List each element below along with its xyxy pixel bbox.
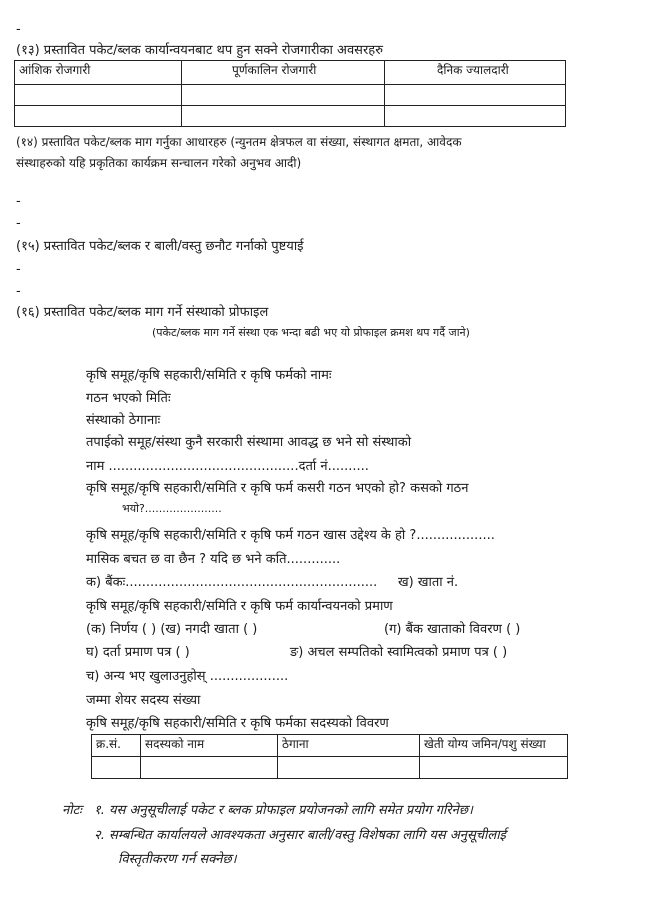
dash-marker: - [16,262,21,277]
section-16-heading: (१६) प्रस्तावित पकेट/ब्लक माग गर्ने संस्थाको प्रोफाइल [16,305,269,320]
note-label: नोटः [62,803,82,818]
form-monthly-saving: मासिक बचत छ वा छैन ? यदि छ भने कति............. [86,552,341,567]
section-13-heading: (१३) प्रस्तावित पकेट/ब्लक कार्यान्वयनबाट थप हुन सक्ने रोजगारीका अवसरहरु [16,43,383,58]
employment-cell[interactable] [182,85,385,106]
form-bank: क) बैंकः............................................................. [86,575,378,590]
employment-header-fulltime: पूर्णकालिन रोजगारी [182,61,385,85]
member-cell[interactable] [141,757,278,779]
form-implementation-proof: कृषि समूह/कृषि सहकारी/समिति र कृषि फर्म कार्यान्वयनको प्रमाण [86,599,393,614]
form-how-formed: कृषि समूह/कृषि सहकारी/समिति र कृषि फर्म कसरी गठन भएको हो? कसको गठन [86,481,469,496]
section-15-heading: (१५) प्रस्तावित पकेट/ब्लक र बाली/वस्तु छनौट गर्नाको पुष्टयाई [16,239,304,254]
form-proof-options-2: (ग) बैंक खाताको विवरण ( ) [384,622,521,637]
employment-cell[interactable] [182,106,385,127]
form-property-cert: ङ) अचल सम्पतिको स्वामित्वको प्रमाण पत्र ( ) [290,645,508,660]
form-group-name: कृषि समूह/कृषि सहकारी/समिति र कृषि फर्मको नामः [86,368,332,383]
dash-marker: - [16,216,21,231]
member-header-name: सदस्यको नाम [141,735,278,757]
form-purpose: कृषि समूह/कृषि सहकारी/समिति र कृषि फर्म गठन खास उद्देश्य के हो ?................... [86,528,495,543]
member-cell[interactable] [278,757,420,779]
form-affiliation: तपाईको समूह/संस्था कुनै सरकारी संस्थामा आवद्ध छ भने सो संस्थाको [86,435,412,450]
employment-cell[interactable] [15,85,182,106]
form-other: च) अन्य भए खुलाउनुहोस् ................... [86,669,289,684]
member-header-sn: क्र.सं. [92,735,141,757]
member-table [91,734,568,779]
form-proof-options-1: (क) निर्णय ( ) (ख) नगदी खाता ( ) [86,622,258,637]
employment-cell[interactable] [385,85,566,106]
dash-marker: - [16,22,21,37]
note-2: २. सम्बन्धित कार्यालयले आवश्यकता अनुसार बाली/वस्तु विशेषका लागि यस अनुसूचीलाई [94,828,506,843]
form-members-detail: कृषि समूह/कृषि सहकारी/समिति र कृषि फर्मका सदस्यको विवरण [86,716,389,731]
form-established-date: गठन भएको मितिः [86,391,171,406]
form-affiliation-name-reg: नाम ..............................................दर्ता नं.......... [86,459,369,474]
section-16-subnote: (पकेट/ब्लक माग गर्ने संस्था एक भन्दा बढी भए यो प्रोफाइल क्रमश थप गर्दै जाने) [152,326,470,339]
employment-cell[interactable] [15,106,182,127]
member-cell[interactable] [92,757,141,779]
dash-marker: - [16,284,21,299]
employment-header-daily: दैनिक ज्यालदारी [385,61,566,85]
form-account-no: ख) खाता नं. [398,575,459,590]
note-3: विस्तृतीकरण गर्न सक्नेछ। [118,852,237,867]
employment-cell[interactable] [385,106,566,127]
section-14-line2: संस्थाहरुको यहि प्रकृतिका कार्यक्रम सन्चालन गरेको अनुभव आदी) [16,156,302,170]
form-registration-cert: घ) दर्ता प्रमाण पत्र ( ) [86,645,190,660]
employment-header-partial: आंशिक रोजगारी [15,61,182,85]
note-1: १. यस अनुसूचीलाई पकेट र ब्लक प्रोफाइल प्रयोजनको लागि समेत प्रयोग गरिनेछ। [94,803,473,818]
member-header-address: ठेगाना [278,735,420,757]
employment-table [14,60,566,127]
section-14-line1: (१४) प्रस्तावित पकेट/ब्लक माग गर्नुका आधारहरु (न्युनतम क्षेत्रफल वा संख्या, संस्थागत क्षमता, आवेदक [16,135,462,149]
form-address: संस्थाको ठेगानाः [86,413,161,428]
member-header-land: खेती योग्य जमिन/पशु संख्या [420,735,568,757]
form-how-formed-cont: भयो?...................... [122,502,222,515]
dash-marker: - [16,194,21,209]
member-cell[interactable] [420,757,568,779]
form-total-shareholders: जम्मा शेयर सदस्य संख्या [86,693,201,708]
